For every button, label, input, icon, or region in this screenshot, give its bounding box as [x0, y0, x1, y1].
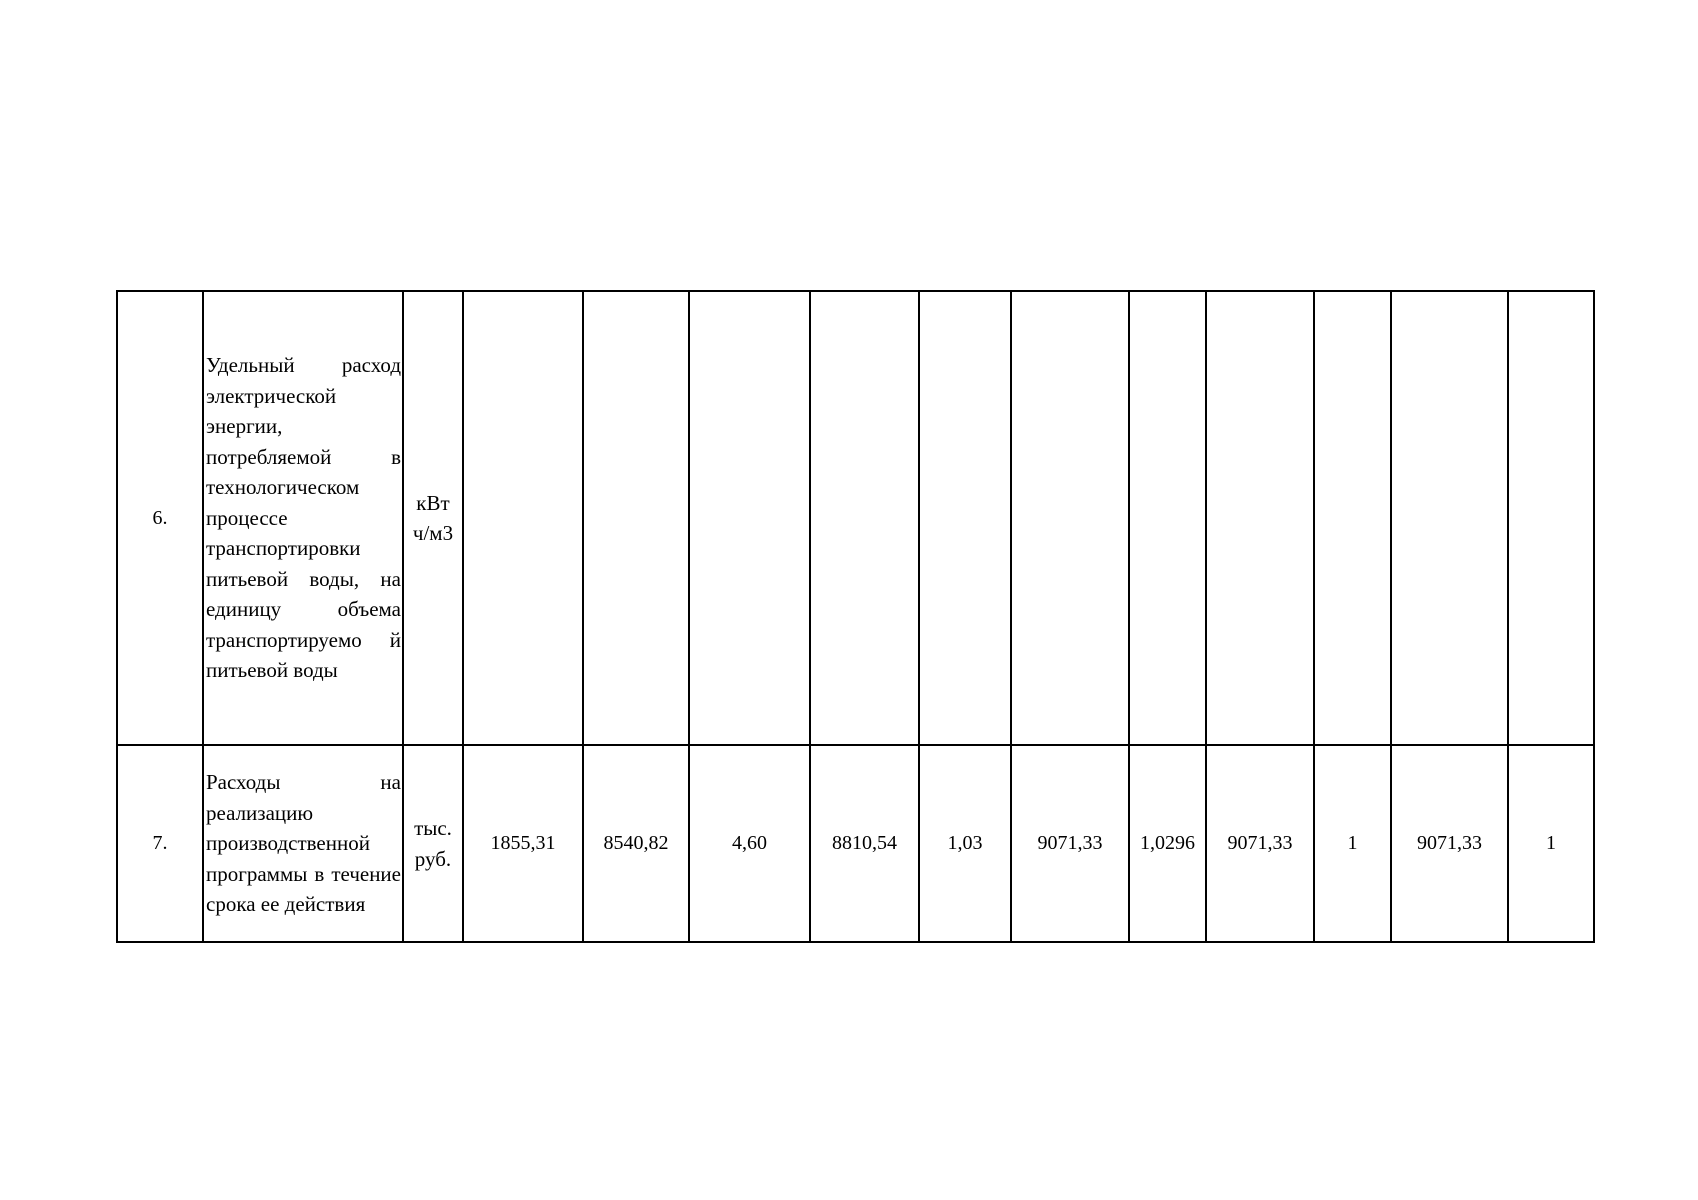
cell-value: 1,03: [947, 832, 983, 855]
value-cell: [1011, 291, 1129, 745]
row-number: 7.: [152, 832, 168, 855]
value-cell: [1314, 745, 1391, 942]
value-cell: [583, 291, 689, 745]
value-cell: [689, 745, 810, 942]
table-row: [117, 745, 1594, 942]
value-cell: [1206, 291, 1314, 745]
value-cell: [1129, 745, 1206, 942]
value-cell: [463, 745, 583, 942]
cell-value: 9071,33: [1227, 832, 1293, 855]
description-cell: [203, 745, 403, 942]
value-cell: [583, 745, 689, 942]
value-cell: [810, 745, 919, 942]
row-unit: кВт ч/м3: [412, 490, 454, 545]
cell-value: 8810,54: [832, 832, 897, 855]
unit-cell: [403, 745, 463, 942]
cell-value: 8540,82: [603, 832, 669, 855]
cell-value: 4,60: [732, 832, 767, 855]
unit-cell: [403, 291, 463, 745]
row-description: Удельный расход электрической энергии, потребляемой в технологическом процессе транспортировки питьевой воды, на единицу объема транспортируемо й питьевой воды: [206, 353, 401, 683]
cell-value: 1: [1347, 832, 1358, 855]
table-row: [117, 291, 1594, 745]
value-cell: [1129, 291, 1206, 745]
value-cell: [1391, 291, 1508, 745]
row-number: 6.: [152, 506, 168, 529]
row-number-cell: [117, 745, 203, 942]
value-cell: [1314, 291, 1391, 745]
cell-value: 1,0296: [1140, 832, 1195, 855]
value-cell: [810, 291, 919, 745]
value-cell: [463, 291, 583, 745]
value-cell: [919, 291, 1011, 745]
row-number-cell: [117, 291, 203, 745]
value-cell: [1508, 291, 1594, 745]
cell-value: 1855,31: [490, 832, 556, 855]
value-cell: [1206, 745, 1314, 942]
value-cell: [1011, 745, 1129, 942]
value-cell: [1508, 745, 1594, 942]
data-table: [116, 290, 1595, 943]
row-description: Расходы на реализацию производственной программы в течение срока ее действия: [206, 770, 401, 917]
value-cell: [919, 745, 1011, 942]
cell-value: 9071,33: [1417, 832, 1482, 855]
cell-value: 9071,33: [1037, 832, 1103, 855]
description-cell: [203, 291, 403, 745]
value-cell: [689, 291, 810, 745]
cell-value: 1: [1546, 832, 1556, 855]
value-cell: [1391, 745, 1508, 942]
row-unit: тыс. руб.: [414, 816, 452, 871]
